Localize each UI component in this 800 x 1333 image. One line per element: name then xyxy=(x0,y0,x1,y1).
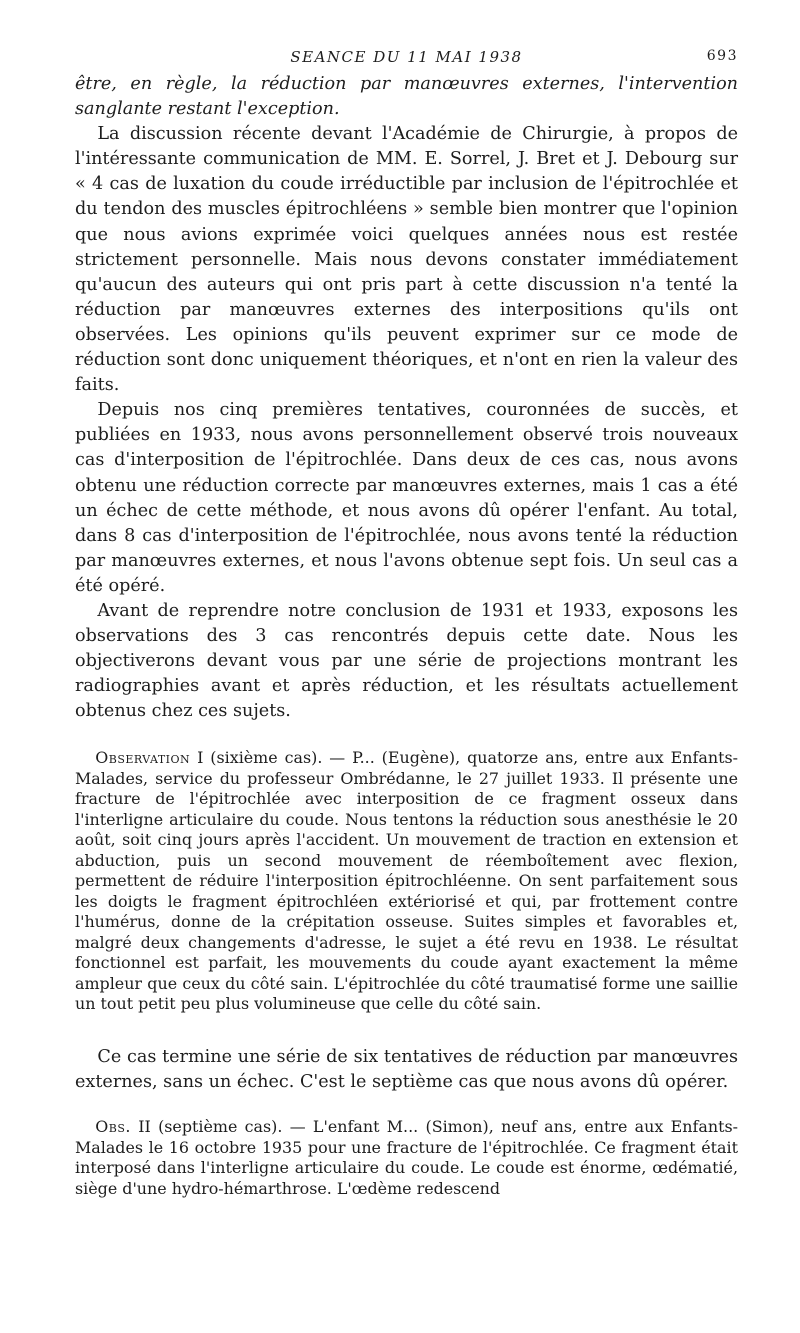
paragraph-new-cases: Depuis nos cinq premières tentatives, couronnées de succès, et publiées en 1933, nous avons personnellement observé trois nouveaux cas d'interposition de l'épitrochlée. Dans deux de ces cas, nous avons obtenu une réduction correcte par manœuvres externes, mais 1 cas a été un échec de cette méthode, et nous avons dû opérer l'enfant. Au total, dans 8 cas d'interposition de l'épitrochlée, nous avons tenté la réduction par manœuvres externes, et nous l'avons obtenue sept fois. Un seul cas a été opéré. xyxy=(75,400,738,596)
page-header xyxy=(75,44,738,72)
transition-text xyxy=(75,1045,738,1095)
paragraph-observations-intro: Avant de reprendre notre conclusion de 1931 et 1933, exposons les observations des 3 cas rencontrés depuis cette date. Nous les objectiverons devant vous par une série de projections montrant les radiographies avant et après réduction, et les résultats actuellement obtenus chez ces sujets. xyxy=(75,600,738,722)
paragraph-continuation: être, en règle, la réduction par manœuvres externes, l'intervention sanglante restant l'exception. xyxy=(75,74,738,120)
observation-2-paragraph xyxy=(75,1117,738,1199)
running-title: SEANCE DU 11 MAI 1938 xyxy=(290,48,523,66)
paragraph-discussion: La discussion récente devant l'Académie de Chirurgie, à propos de l'intéressante communication de MM. E. Sorrel, J. Bret et J. Debourg sur « 4 cas de luxation du coude irréductible par inclusion de l'épitrochlée et du tendon des muscles épitrochléens » semble bien montrer que l'opinion que nous avions exprimée voici quelques années nous est restée strictement personnelle. Mais nous devons constater immédiatement qu'aucun des auteurs qui ont pris part à cette discussion n'a tenté la réduction par manœuvres externes des interpositions qu'ils ont observées. Les opinions qu'ils peuvent exprimer sur ce mode de réduction sont donc uniquement théoriques, et n'ont en rien la valeur des faits. xyxy=(75,124,738,396)
observation-1-paragraph xyxy=(75,748,738,1015)
page-number: 693 xyxy=(706,48,738,64)
observation-1-text: I (sixième cas). — P... (Eugène), quatorze ans, entre aux Enfants-Malades, service du professeur Ombrédanne, le 27 juillet 1933. Il présente une fracture de l'épitrochlée avec interposition de ce fragment osseux dans l'interligne articulaire du coude. Nous tentons la réduction sous anesthésie le 20 août, soit cinq jours après l'accident. Un mouvement de traction en extension et abduction, puis un second mouvement de réemboîtement avec flexion, permettent de réduire l'interposition épitrochléenne. On sent parfaitement sous les doigts le fragment épitrochléen extériorisé et qui, par frottement contre l'humérus, donne de la crépitation osseuse. Suites simples et favorables et, malgré deux changements d'adresse, le sujet a été revu en 1938. Le résultat fonctionnel est parfait, les mouvements du coude ayant exactement la même ampleur que ceux du côté sain. L'épitrochlée du côté traumatisé forme une saillie un tout petit peu plus volumineuse que celle du côté sain. xyxy=(75,748,738,1014)
observation-2-label: Obs. xyxy=(95,1117,131,1137)
observation-1-label: Observation xyxy=(95,748,191,768)
observation-2 xyxy=(75,1117,738,1199)
book-page xyxy=(75,44,738,1199)
paragraph-series-conclusion: Ce cas termine une série de six tentatives de réduction par manœuvres externes, sans un échec. C'est le septième cas que nous avons dû opérer. xyxy=(75,1046,738,1093)
observation-2-text: II (septième cas). — L'enfant M... (Simon), neuf ans, entre aux Enfants-Malades le 16 octobre 1935 pour une fracture de l'épitrochlée. Ce fragment était interposé dans l'interligne articulaire du coude. Le coude est énorme, œdématié, siège d'une hydro-hémarthrose. L'œdème redescend xyxy=(75,1117,738,1198)
observation-1 xyxy=(75,748,738,1015)
main-text xyxy=(75,72,738,724)
